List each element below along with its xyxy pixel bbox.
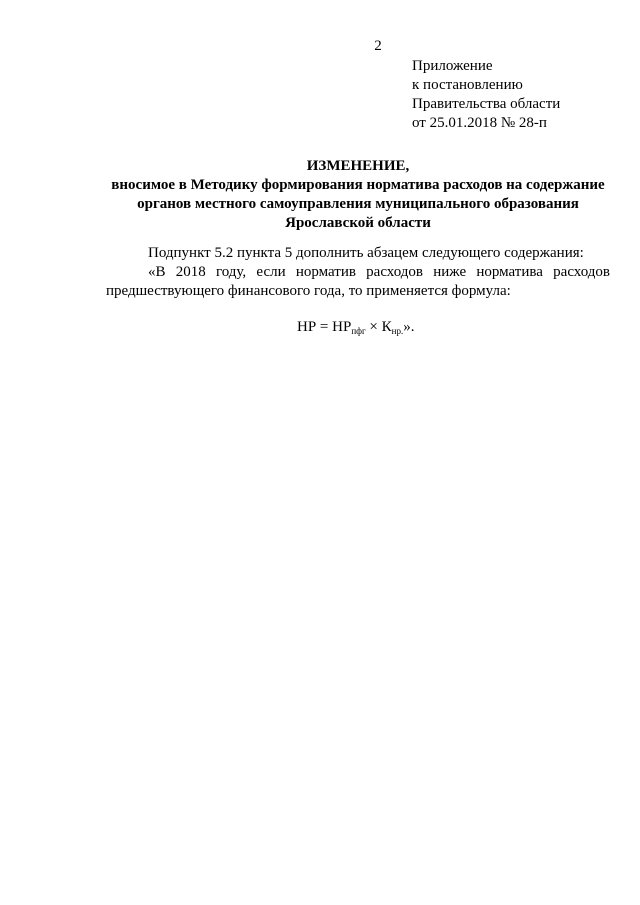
quote-word: расходов — [366, 264, 424, 280]
formula — [297, 318, 414, 337]
quote-line: предшествующего финансового года, то применяется формула: — [106, 283, 511, 299]
appendix-line: Приложение — [412, 58, 493, 74]
formula-times: × К — [365, 319, 392, 335]
appendix-line: Правительства области — [412, 96, 561, 112]
quote-word: «В — [148, 264, 166, 280]
document-title — [100, 157, 616, 233]
quote-word: норматива — [476, 264, 543, 280]
title-line: вносимое в Методику формирования норматива расходов на содержание — [111, 177, 605, 193]
quote-word: году, — [215, 264, 247, 280]
formula-subscript: нр. — [391, 326, 404, 336]
quote-word: 2018 — [175, 264, 206, 280]
appendix-date-line: от 25.01.2018 № 28-п — [412, 115, 547, 131]
quote-word: если — [256, 264, 286, 280]
quote-line — [106, 263, 610, 282]
page-number: 2 — [374, 38, 382, 54]
title-heading: ИЗМЕНЕНИЕ, — [306, 158, 410, 174]
title-line: органов местного самоуправления муниципального образования — [137, 196, 579, 212]
body-paragraph: Подпункт 5.2 пункта 5 дополнить абзацем следующего содержания: — [148, 245, 584, 261]
quote-word: расходов — [553, 264, 610, 280]
formula-subscript: пфг — [351, 326, 366, 336]
formula-lhs: НР = НР — [297, 319, 352, 335]
formula-tail: ». — [403, 319, 415, 335]
title-line: Ярославской области — [285, 215, 431, 231]
appendix-block — [412, 57, 560, 133]
appendix-line: к постановлению — [412, 77, 523, 93]
quote-word: ниже — [433, 264, 467, 280]
quote-word: норматив — [295, 264, 356, 280]
document-body — [106, 244, 610, 301]
